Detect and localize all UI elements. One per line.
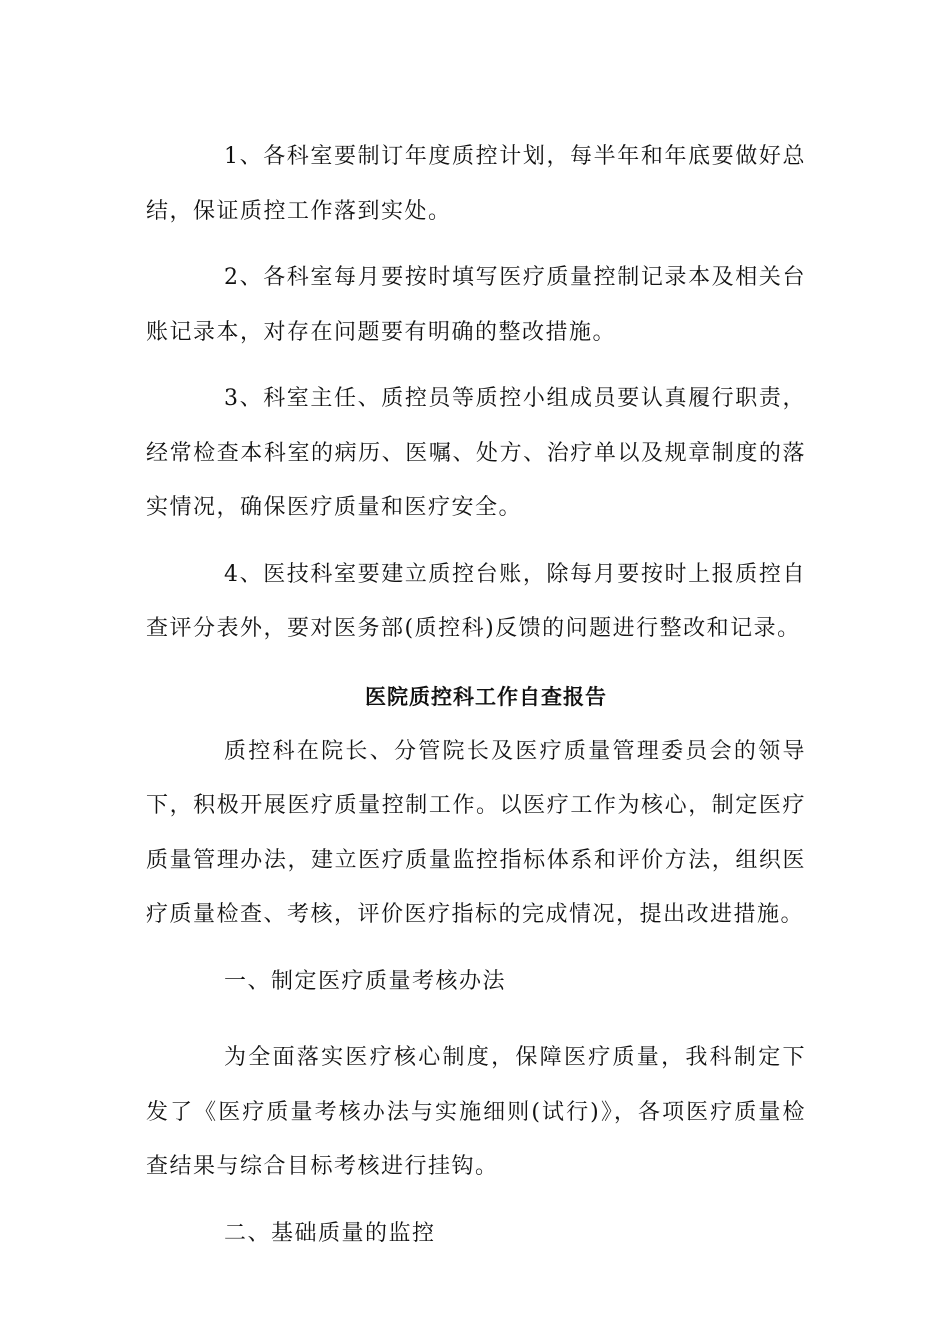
section-paragraph-1: 为全面落实医疗核心制度，保障医疗质量，我科制定下发了《医疗质量考核办法与实施细则(试行)》，各项医疗质量检查结果与综合目标考核进行挂钩。 [146,1045,806,1179]
document-body [146,130,806,1283]
paragraph-item-3: 3、科室主任、质控员等质控小组成员要认真履行职责，经常检查本科室的病历、医嘱、处方、治疗单以及规章制度的落实情况，确保医疗质量和医疗安全。 [146,386,806,520]
paragraph-item-4: 4、医技科室要建立质控台账，除每月要按时上报质控自查评分表外，要对医务部(质控科)反馈的问题进行整改和记录。 [146,561,806,641]
section-heading-2: 二、基础质量的监控 [224,1220,436,1246]
section-heading-1: 一、制定医疗质量考核办法 [224,968,507,994]
intro-paragraph: 质控科在院长、分管院长及医疗质量管理委员会的领导下，积极开展医疗质量控制工作。以医疗工作为核心，制定医疗质量管理办法，建立医疗质量监控指标体系和评价方法，组织医疗质量检查、考核，评价医疗指标的完成情况，提出改进措施。 [146,738,806,927]
paragraph-item-1: 1、各科室要制订年度质控计划，每半年和年底要做好总结，保证质控工作落到实处。 [146,144,806,224]
paragraph-item-2: 2、各科室每月要按时填写医疗质量控制记录本及相关台账记录本，对存在问题要有明确的整改措施。 [146,265,806,345]
report-title: 医院质控科工作自查报告 [365,683,607,709]
